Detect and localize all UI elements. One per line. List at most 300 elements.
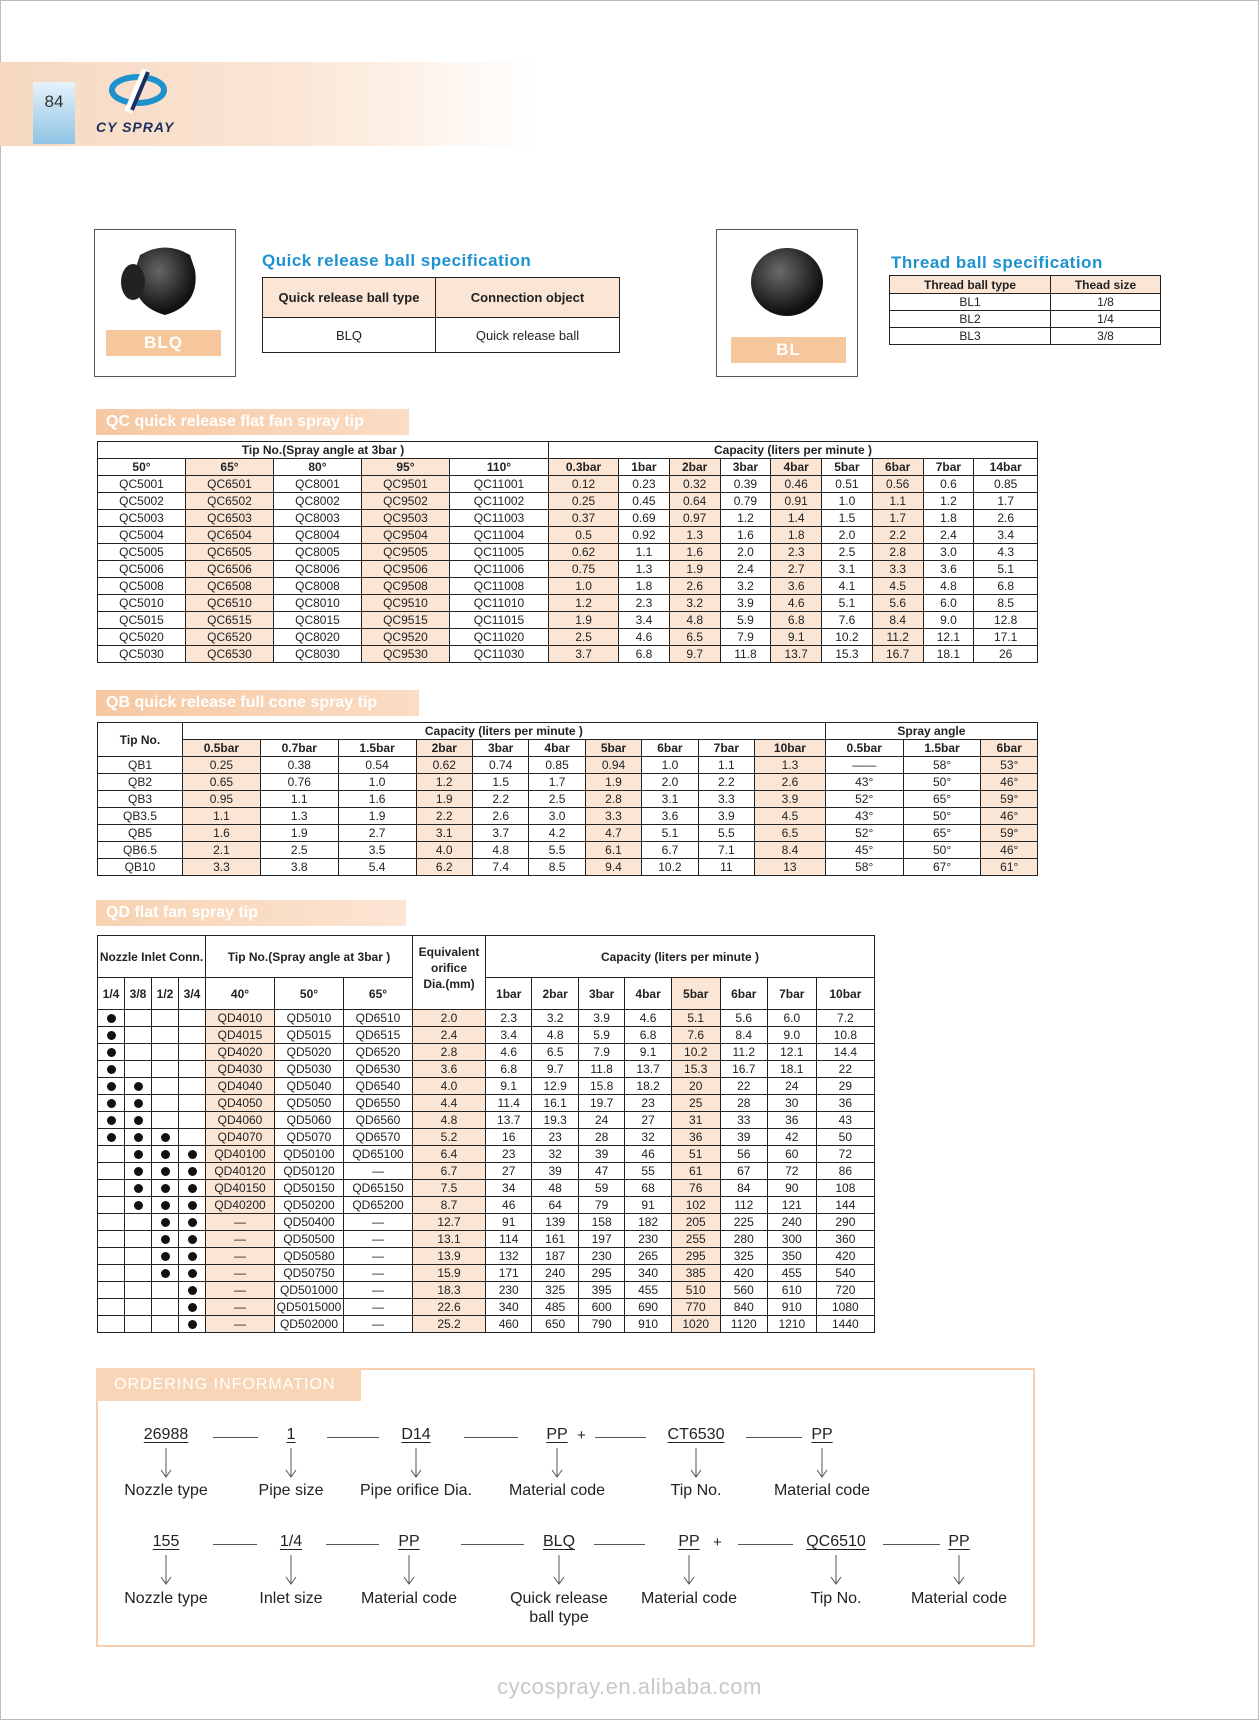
qb-capacity-cell: 0.95 [183, 791, 261, 808]
qd-tip-cell: QD5010 [275, 1010, 344, 1027]
qd-capacity-cell: 46 [625, 1146, 671, 1163]
qd-capacity-cell: 9.1 [625, 1044, 671, 1061]
qb-section-title: QB quick release full cone spray tip [96, 690, 419, 716]
qd-table-row [98, 1044, 875, 1061]
qd-capacity-cell: 8.4 [720, 1027, 767, 1044]
qc-pressure-header: 5bar [822, 459, 873, 476]
qb-table-row [98, 842, 1038, 859]
qd-capacity-cell: 28 [720, 1095, 767, 1112]
order-label: Material code [910, 1590, 1008, 1607]
qd-capacity-cell: 240 [767, 1214, 816, 1231]
ordering-information-title: ORDERING INFORMATION [96, 1368, 361, 1401]
qd-inlet-cell [152, 1180, 179, 1197]
qc-capacity-cell: 3.7 [549, 646, 619, 663]
qd-capacity-cell: 420 [720, 1265, 767, 1282]
qd-tip-cell: QD50750 [275, 1265, 344, 1282]
header-band [0, 62, 540, 146]
qb-capacity-cell: 1.3 [260, 808, 338, 825]
qd-inlet-cell [152, 1214, 179, 1231]
qd-tip-cell: QD5015 [275, 1027, 344, 1044]
qd-inlet-cell [98, 1129, 125, 1146]
qd-tip-cell: — [206, 1231, 275, 1248]
bl-cell-type: BL3 [890, 328, 1051, 345]
qc-capacity-cell: 2.3 [771, 544, 822, 561]
qd-capacity-cell: 5.1 [671, 1010, 720, 1027]
qd-inlet-cell [179, 1163, 206, 1180]
qd-capacity-cell: 6.0 [767, 1010, 816, 1027]
qd-tip-cell: QD40120 [206, 1163, 275, 1180]
qc-capacity-cell: 0.32 [669, 476, 720, 493]
qd-tip-cell: QD6540 [344, 1078, 413, 1095]
inlet-available-dot-icon [188, 1303, 197, 1312]
qc-tip-cell: QC9515 [361, 612, 449, 629]
inlet-available-dot-icon [134, 1099, 143, 1108]
qd-tip-cell: — [206, 1299, 275, 1316]
qd-inlet-cell [125, 1146, 152, 1163]
qb-angle-cell: —— [825, 757, 903, 774]
qd-table-row [98, 1112, 875, 1129]
qd-capacity-cell: 340 [625, 1265, 671, 1282]
qd-capacity-cell: 182 [625, 1214, 671, 1231]
qc-capacity-cell: 0.25 [549, 493, 619, 510]
qd-inlet-cell [125, 1027, 152, 1044]
qc-tip-cell: QC8002 [273, 493, 361, 510]
qc-tip-cell: QC5004 [98, 527, 186, 544]
qd-capacity-cell: 24 [767, 1078, 816, 1095]
qb-capacity-cell: 3.9 [755, 791, 826, 808]
bl-spec-title: Thread ball specification [891, 253, 1103, 272]
bl-cell-size: 3/8 [1051, 328, 1161, 345]
qc-capacity-cell: 1.2 [549, 595, 619, 612]
qc-capacity-cell: 0.62 [549, 544, 619, 561]
qd-capacity-cell: 2.3 [486, 1010, 532, 1027]
qd-tip-cell: QD50580 [275, 1248, 344, 1265]
qc-capacity-cell: 10.2 [822, 629, 873, 646]
qd-tip-cell: QD4015 [206, 1027, 275, 1044]
qc-capacity-cell: 18.1 [923, 646, 974, 663]
qd-orifice-cell: 8.7 [413, 1197, 486, 1214]
qd-capacity-cell: 790 [578, 1316, 624, 1333]
qc-capacity-cell: 6.8 [619, 646, 670, 663]
bl-header-size: Thead size [1051, 276, 1161, 294]
qd-tip-cell: — [206, 1282, 275, 1299]
qc-capacity-cell: 4.6 [771, 595, 822, 612]
qd-inlet-cell [179, 1095, 206, 1112]
qc-capacity-cell: 1.3 [669, 527, 720, 544]
qd-capacity-cell: 32 [532, 1146, 578, 1163]
qb-angle-cell: 43° [825, 774, 903, 791]
qc-capacity-cell: 1.0 [822, 493, 873, 510]
qb-tip-header: Tip No. [98, 723, 183, 757]
qd-pressure-header: 7bar [767, 978, 816, 1010]
inlet-available-dot-icon [134, 1184, 143, 1193]
qd-capacity-cell: 7.6 [671, 1027, 720, 1044]
qd-tip-cell: QD502000 [275, 1316, 344, 1333]
qd-inlet-cell [152, 1316, 179, 1333]
qd-capacity-cell: 27 [486, 1163, 532, 1180]
qc-tip-cell: QC6520 [185, 629, 273, 646]
qd-tip-cell: QD5060 [275, 1112, 344, 1129]
qd-capacity-cell: 28 [578, 1129, 624, 1146]
qd-capacity-cell: 43 [816, 1112, 874, 1129]
qd-capacity-cell: 79 [578, 1197, 624, 1214]
inlet-available-dot-icon [188, 1167, 197, 1176]
qd-tip-cell: — [206, 1316, 275, 1333]
qd-capacity-cell: 540 [816, 1265, 874, 1282]
inlet-available-dot-icon [161, 1167, 170, 1176]
qd-tip-cell: QD5015000 [275, 1299, 344, 1316]
order-code: 155 [152, 1533, 180, 1550]
qc-capacity-cell: 4.8 [669, 612, 720, 629]
qb-capacity-cell: 3.6 [642, 808, 698, 825]
qb-capacity-cell: 2.2 [698, 774, 754, 791]
qb-angle-cell: 65° [903, 791, 981, 808]
qb-pressure-header: 3bar [472, 740, 528, 757]
qb-angle-pressure-header: 1.5bar [903, 740, 981, 757]
qb-angle-cell: 52° [825, 791, 903, 808]
qc-capacity-cell: 0.85 [974, 476, 1038, 493]
connector-line [746, 1437, 802, 1438]
qd-capacity-cell: 36 [816, 1095, 874, 1112]
inlet-available-dot-icon [188, 1218, 197, 1227]
qd-orifice-cell: 2.0 [413, 1010, 486, 1027]
qd-tip-cell: QD40200 [206, 1197, 275, 1214]
qb-capacity-cell: 5.4 [338, 859, 416, 876]
qc-capacity-cell: 1.7 [974, 493, 1038, 510]
down-arrow-icon [403, 1555, 415, 1585]
qd-table-row [98, 1129, 875, 1146]
inlet-available-dot-icon [134, 1082, 143, 1091]
qd-tip-cell: QD5070 [275, 1129, 344, 1146]
qd-inlet-cell [125, 1010, 152, 1027]
qd-tip-cell: QD5040 [275, 1078, 344, 1095]
qd-capacity-cell: 197 [578, 1231, 624, 1248]
qd-inlet-cell [98, 1163, 125, 1180]
qd-inlet-cell [98, 1112, 125, 1129]
qc-capacity-cell: 13.7 [771, 646, 822, 663]
qd-capacity-cell: 16.7 [720, 1061, 767, 1078]
order-code: BLQ [542, 1533, 576, 1550]
qb-tip-cell: QB10 [98, 859, 183, 876]
qd-tip-cell: — [344, 1316, 413, 1333]
qc-tip-cell: QC9504 [361, 527, 449, 544]
qc-capacity-cell: 3.4 [619, 612, 670, 629]
qd-table-row [98, 1265, 875, 1282]
qd-tip-cell: QD50500 [275, 1231, 344, 1248]
qd-capacity-cell: 18.2 [625, 1078, 671, 1095]
qc-tip-cell: QC9502 [361, 493, 449, 510]
qd-capacity-cell: 3.9 [578, 1010, 624, 1027]
qd-capacity-cell: 12.9 [532, 1078, 578, 1095]
qd-orifice-cell: 12.7 [413, 1214, 486, 1231]
qb-angle-cell: 61° [981, 859, 1038, 876]
qc-capacity-cell: 15.3 [822, 646, 873, 663]
qb-tip-cell: QB3.5 [98, 808, 183, 825]
qd-capacity-cell: 76 [671, 1180, 720, 1197]
qd-tip-cell: QD4030 [206, 1061, 275, 1078]
order-code: 1 [286, 1426, 296, 1443]
qd-capacity-cell: 158 [578, 1214, 624, 1231]
qd-inlet-cell [98, 1061, 125, 1078]
qc-capacity-cell: 5.6 [872, 595, 923, 612]
qc-section-title: QC quick release flat fan spray tip [96, 409, 409, 435]
qd-pressure-header: 10bar [816, 978, 874, 1010]
qc-table-row [98, 561, 1038, 578]
qd-tip-cell: QD6530 [344, 1061, 413, 1078]
bl-cell-type: BL2 [890, 311, 1051, 328]
qd-inlet-cell [179, 1061, 206, 1078]
qd-inlet-cell [179, 1180, 206, 1197]
qd-inlet-cell [125, 1044, 152, 1061]
qd-capacity-cell: 6.8 [625, 1027, 671, 1044]
qd-capacity-cell: 360 [816, 1231, 874, 1248]
qb-capacity-cell: 5.5 [529, 842, 585, 859]
qb-capacity-cell: 1.1 [260, 791, 338, 808]
qc-capacity-cell: 1.0 [549, 578, 619, 595]
qd-inlet-cell [179, 1299, 206, 1316]
qd-capacity-cell: 86 [816, 1163, 874, 1180]
qd-capacity-cell: 6.8 [486, 1061, 532, 1078]
qb-capacity-cell: 3.1 [642, 791, 698, 808]
qd-inlet-cell [98, 1265, 125, 1282]
qd-table-row [98, 1061, 875, 1078]
qd-capacity-cell: 23 [625, 1095, 671, 1112]
qc-capacity-cell: 9.7 [669, 646, 720, 663]
order-label: Material code [508, 1482, 606, 1499]
qd-capacity-cell: 22 [720, 1078, 767, 1095]
blq-header-type: Quick release ball type [263, 278, 436, 318]
qd-orifice-cell: 2.8 [413, 1044, 486, 1061]
qd-capacity-cell: 1080 [816, 1299, 874, 1316]
qd-capacity-cell: 510 [671, 1282, 720, 1299]
qb-angle-cell: 50° [903, 774, 981, 791]
qc-tip-cell: QC11015 [449, 612, 548, 629]
order-label: Material code [640, 1590, 738, 1607]
qd-tip-cell: — [344, 1214, 413, 1231]
qc-tip-cell: QC9520 [361, 629, 449, 646]
qd-orifice-cell: 18.3 [413, 1282, 486, 1299]
qd-capacity-cell: 14.4 [816, 1044, 874, 1061]
down-arrow-icon [553, 1555, 565, 1585]
inlet-available-dot-icon [161, 1184, 170, 1193]
qd-capacity-cell: 9.7 [532, 1061, 578, 1078]
qb-capacity-cell: 2.8 [585, 791, 641, 808]
qc-capacity-cell: 9.1 [771, 629, 822, 646]
inlet-available-dot-icon [107, 1014, 116, 1023]
qc-capacity-cell: 17.1 [974, 629, 1038, 646]
qd-inlet-group-header: Nozzle Inlet Conn. [98, 936, 206, 978]
qd-capacity-cell: 46 [486, 1197, 532, 1214]
qd-capacity-cell: 3.2 [532, 1010, 578, 1027]
connector-line [594, 1544, 645, 1545]
qc-tip-cell: QC8020 [273, 629, 361, 646]
qd-pressure-header: 4bar [625, 978, 671, 1010]
qd-capacity-cell: 3.4 [486, 1027, 532, 1044]
qc-capacity-cell: 7.9 [720, 629, 771, 646]
order-code: QC6510 [806, 1533, 866, 1550]
qc-table-row [98, 629, 1038, 646]
qb-capacity-cell: 4.5 [755, 808, 826, 825]
inlet-available-dot-icon [134, 1167, 143, 1176]
qd-table-row [98, 1316, 875, 1333]
qd-table-row [98, 1197, 875, 1214]
qc-table-row [98, 493, 1038, 510]
qc-capacity-cell: 0.92 [619, 527, 670, 544]
qb-capacity-cell: 0.54 [338, 757, 416, 774]
inlet-available-dot-icon [134, 1201, 143, 1210]
qd-orifice-cell: 13.1 [413, 1231, 486, 1248]
qd-inlet-cell [152, 1265, 179, 1282]
qd-inlet-cell [125, 1248, 152, 1265]
qb-capacity-cell: 3.3 [183, 859, 261, 876]
down-arrow-icon [160, 1555, 172, 1585]
qd-angle-header: 50° [275, 978, 344, 1010]
qd-capacity-cell: 4.6 [625, 1010, 671, 1027]
qc-tip-cell: QC11008 [449, 578, 548, 595]
qc-capacity-cell: 7.6 [822, 612, 873, 629]
inlet-available-dot-icon [134, 1133, 143, 1142]
qb-capacity-cell: 3.3 [585, 808, 641, 825]
qc-capacity-cell: 0.51 [822, 476, 873, 493]
qb-capacity-cell: 4.8 [472, 842, 528, 859]
qc-tip-cell: QC9508 [361, 578, 449, 595]
qd-tip-cell: QD65150 [344, 1180, 413, 1197]
qc-capacity-cell: 2.5 [549, 629, 619, 646]
qd-tip-cell: QD4020 [206, 1044, 275, 1061]
qd-inlet-header: 3/4 [179, 978, 206, 1010]
qd-table-row [98, 1231, 875, 1248]
inlet-available-dot-icon [188, 1320, 197, 1329]
qd-capacity-cell: 18.1 [767, 1061, 816, 1078]
qd-table-row [98, 1010, 875, 1027]
qb-capacity-cell: 1.6 [183, 825, 261, 842]
inlet-available-dot-icon [188, 1252, 197, 1261]
qd-inlet-cell [98, 1027, 125, 1044]
qc-capacity-cell: 12.8 [974, 612, 1038, 629]
qb-capacity-group-header: Capacity (liters per minute ) [183, 723, 826, 740]
qd-pressure-header: 5bar [671, 978, 720, 1010]
qd-inlet-cell [152, 1027, 179, 1044]
qc-capacity-cell: 1.4 [771, 510, 822, 527]
qb-angle-cell: 67° [903, 859, 981, 876]
qc-capacity-cell: 4.5 [872, 578, 923, 595]
qd-angle-header: 40° [206, 978, 275, 1010]
qc-capacity-cell: 0.46 [771, 476, 822, 493]
qb-capacity-cell: 0.38 [260, 757, 338, 774]
qd-capacity-cell: 161 [532, 1231, 578, 1248]
qd-table-row [98, 1299, 875, 1316]
qd-capacity-cell: 42 [767, 1129, 816, 1146]
qd-inlet-cell [98, 1214, 125, 1231]
qd-capacity-cell: 420 [816, 1248, 874, 1265]
inlet-available-dot-icon [107, 1133, 116, 1142]
qd-inlet-cell [125, 1197, 152, 1214]
qb-capacity-cell: 1.9 [416, 791, 472, 808]
qc-capacity-cell: 1.8 [619, 578, 670, 595]
qd-inlet-cell [179, 1146, 206, 1163]
connector-line [738, 1544, 793, 1545]
order-code: CT6530 [667, 1426, 725, 1443]
qd-inlet-cell [125, 1180, 152, 1197]
qd-capacity-cell: 910 [625, 1316, 671, 1333]
qc-capacity-cell: 8.4 [872, 612, 923, 629]
qd-capacity-cell: 600 [578, 1299, 624, 1316]
down-arrow-icon [285, 1448, 297, 1478]
qb-capacity-cell: 0.62 [416, 757, 472, 774]
qc-table-row [98, 595, 1038, 612]
qb-capacity-cell: 6.1 [585, 842, 641, 859]
inlet-available-dot-icon [188, 1235, 197, 1244]
qb-capacity-cell: 5.1 [642, 825, 698, 842]
qc-capacity-cell: 2.6 [974, 510, 1038, 527]
qb-angle-cell: 46° [981, 774, 1038, 791]
qd-inlet-cell [98, 1146, 125, 1163]
qc-tip-cell: QC9530 [361, 646, 449, 663]
down-arrow-icon [816, 1448, 828, 1478]
qc-pressure-header: 7bar [923, 459, 974, 476]
qd-orifice-header [413, 936, 486, 1010]
qc-capacity-cell: 6.5 [669, 629, 720, 646]
qc-pressure-header: 2bar [669, 459, 720, 476]
qd-capacity-cell: 485 [532, 1299, 578, 1316]
qb-capacity-cell: 1.6 [338, 791, 416, 808]
qc-capacity-cell: 16.7 [872, 646, 923, 663]
qd-capacity-cell: 840 [720, 1299, 767, 1316]
qd-inlet-cell [152, 1078, 179, 1095]
qc-tip-cell: QC6505 [185, 544, 273, 561]
connector-line [327, 1437, 379, 1438]
qc-tip-cell: QC11001 [449, 476, 548, 493]
qd-capacity-cell: 205 [671, 1214, 720, 1231]
qd-orifice-cell: 25.2 [413, 1316, 486, 1333]
inlet-available-dot-icon [107, 1048, 116, 1057]
qc-capacity-cell: 5.1 [822, 595, 873, 612]
qd-tip-cell: QD6515 [344, 1027, 413, 1044]
qc-tip-cell: QC6508 [185, 578, 273, 595]
qb-angle-cell: 52° [825, 825, 903, 842]
qd-capacity-cell: 60 [767, 1146, 816, 1163]
qc-capacity-group-header: Capacity (liters per minute ) [549, 442, 1038, 459]
qb-capacity-cell: 2.2 [416, 808, 472, 825]
qd-capacity-cell: 29 [816, 1078, 874, 1095]
qd-capacity-cell: 560 [720, 1282, 767, 1299]
qd-capacity-cell: 39 [532, 1163, 578, 1180]
qc-capacity-cell: 0.91 [771, 493, 822, 510]
qd-capacity-cell: 6.5 [532, 1044, 578, 1061]
qd-inlet-cell [125, 1231, 152, 1248]
qd-inlet-cell [125, 1282, 152, 1299]
qb-angle-cell: 46° [981, 842, 1038, 859]
order-label: Tip No. [670, 1482, 722, 1499]
qd-inlet-cell [98, 1197, 125, 1214]
qb-angle-cell: 45° [825, 842, 903, 859]
qd-inlet-cell [98, 1316, 125, 1333]
qd-capacity-cell: 61 [671, 1163, 720, 1180]
down-arrow-icon [683, 1555, 695, 1585]
qc-table-row [98, 646, 1038, 663]
qd-inlet-cell [179, 1231, 206, 1248]
order-label: Material code [360, 1590, 458, 1607]
qd-capacity-cell: 455 [625, 1282, 671, 1299]
qd-capacity-cell: 265 [625, 1248, 671, 1265]
inlet-available-dot-icon [134, 1150, 143, 1159]
qd-capacity-cell: 19.3 [532, 1112, 578, 1129]
qb-capacity-cell: 0.85 [529, 757, 585, 774]
qc-tip-cell: QC6530 [185, 646, 273, 663]
qd-capacity-cell: 720 [816, 1282, 874, 1299]
qd-capacity-cell: 25 [671, 1095, 720, 1112]
connector-line [461, 1544, 524, 1545]
